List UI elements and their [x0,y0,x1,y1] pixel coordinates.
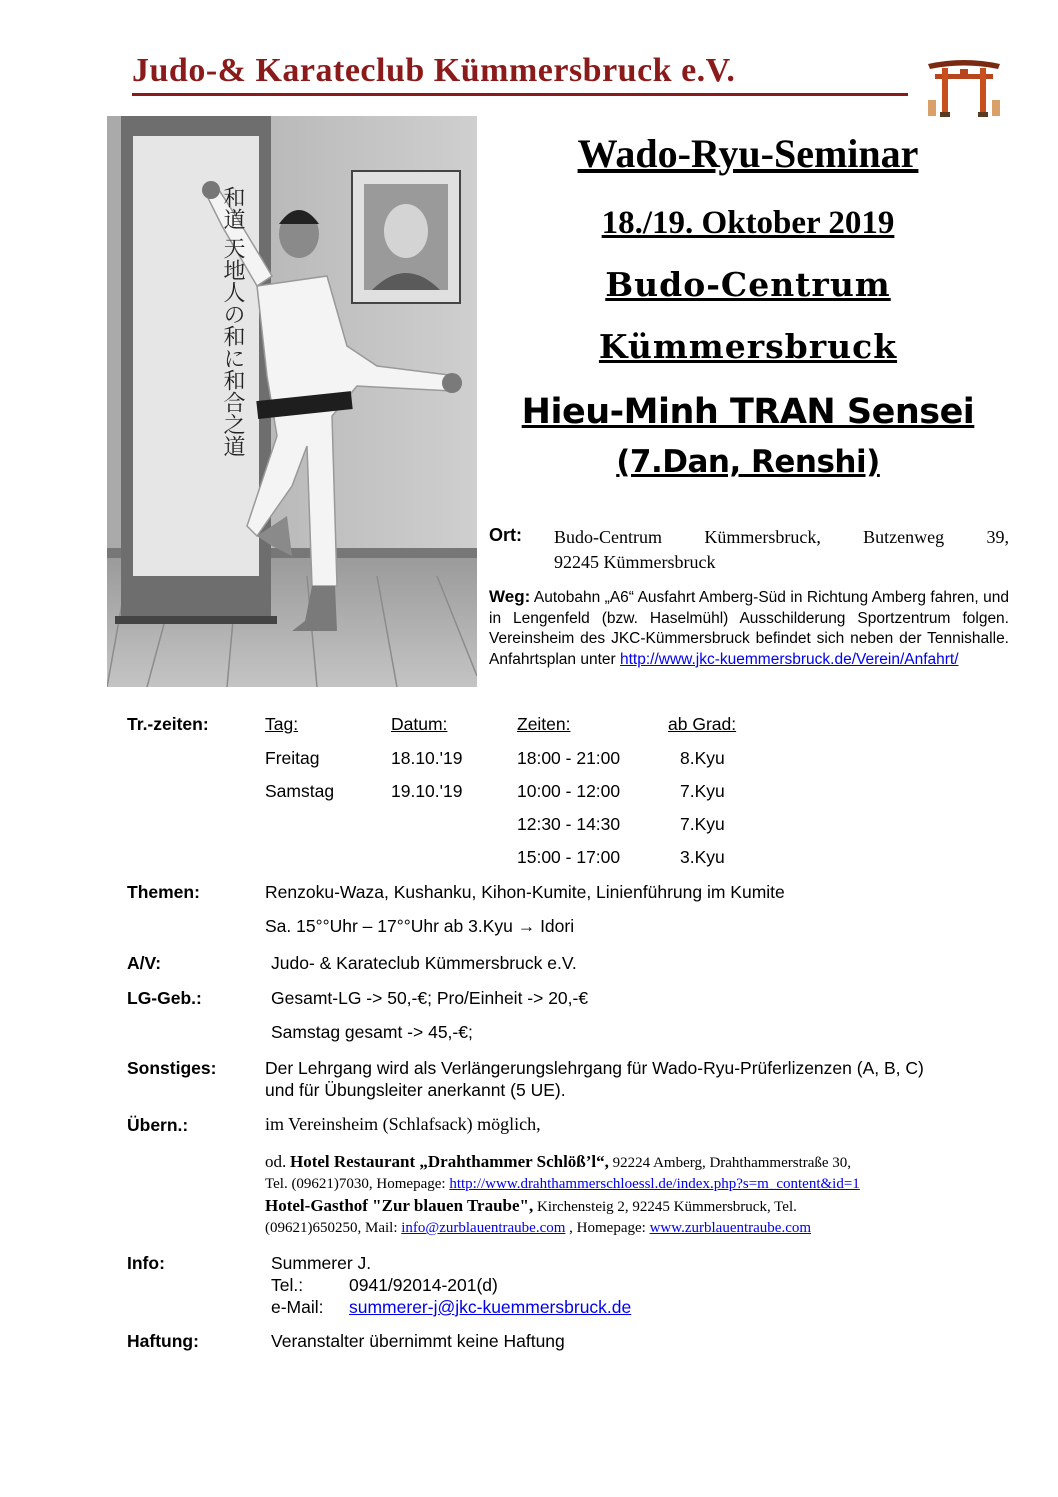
lg-line2: Samstag gesamt -> 45,-€; [271,1022,473,1042]
lg-line1: Gesamt-LG -> 50,-€; Pro/Einheit -> 20,-€ [271,988,589,1008]
hotel2-mail-link[interactable]: info@zurblauentraube.com [401,1220,566,1236]
hotel2-homepage-label: , Homepage: [569,1220,646,1236]
uebern-vereinsheim: im Vereinsheim (Schlafsack) möglich, [265,1114,541,1134]
sonstiges-label: Sonstiges: [127,1058,217,1078]
hotel1-prefix: od. [265,1152,287,1171]
hotel1-address: 92224 Amberg, Drahthammerstraße 30, [612,1155,852,1171]
schedule-row-grade: 7.Kyu [680,781,725,801]
hotel1-tel: Tel. (09621)7030, Homepage: [265,1176,446,1192]
schedule-row-time: 15:00 - 17:00 [517,847,621,867]
hotel1-name: Hotel Restaurant „Drahthammer Schlöß’l“, [290,1152,609,1171]
lg-label: LG-Geb.: [127,988,202,1008]
av-text: Judo- & Karateclub Kümmersbruck e.V. [271,953,577,973]
info-tel: 0941/92014-201(d) [349,1275,498,1295]
schedule-row-date: 18.10.'19 [391,748,463,768]
haftung-label: Haftung: [127,1331,199,1351]
hotel2-homepage-link[interactable]: www.zurblauentraube.com [649,1220,812,1236]
schedule-header-time: Zeiten: [517,714,571,734]
hotel1-homepage-link[interactable]: http://www.drahthammerschloessl.de/index.php?s=m_content&id=1 [449,1176,860,1192]
schedule-label: Tr.-zeiten: [127,714,209,734]
info-mail-label: e-Mail: [271,1297,324,1317]
weg-text: Autobahn „A6“ Ausfahrt Amberg-Süd in Richtung Amberg fahren, und in Lengenfeld (bzw. Haselmühl) Ausschilderung Sportzentrum folgen. Vereinsheim des JKC-Kümmersbruck befindet sich neben der Tennishalle. Anfahrtsplan unter [489,589,1009,668]
sensei-name: Hieu-Minh TRAN Sensei [521,392,975,432]
ort-address-line2: 92245 Kümmersbruck [554,552,716,572]
anfahrt-link[interactable]: http://www.jkc-kuemmersbruck.de/Verein/Anfahrt/ [619,650,959,668]
av-label: A/V: [127,953,162,973]
schedule-row-day: Samstag [265,781,335,801]
info-mail-link[interactable]: summerer-j@jkc-kuemmersbruck.de [349,1297,632,1317]
schedule-row-date: 19.10.'19 [391,781,463,801]
info-name: Summerer J. [271,1253,372,1273]
schedule-row-day: Freitag [265,748,320,768]
schedule-header-grade: ab Grad: [668,714,737,734]
club-title-underline [132,93,908,96]
ort-address-line1: Budo-Centrum Kümmersbruck, Butzenweg 39, [554,527,1009,547]
ort-label: Ort: [489,525,522,545]
themen-line2: Sa. 15°°Uhr – 17°°Uhr ab 3.Kyu → Idori [265,916,575,936]
info-tel-label: Tel.: [271,1275,304,1295]
schedule-row-time: 12:30 - 14:30 [517,814,621,834]
calligraphy: 和道 天地人の和に和合之道 [220,186,245,457]
hotel2-address: Kirchensteig 2, 92245 Kümmersbruck, Tel. [537,1199,797,1215]
schedule-row-grade: 7.Kyu [680,814,725,834]
hotel2-tel: (09621)650250, Mail: [265,1220,398,1236]
venue-name-line2: Kümmersbruck [598,327,898,366]
weg-directions [489,587,1009,670]
hotel1-line2 [265,1173,860,1195]
sensei-photo [107,116,477,687]
haftung-text: Veranstalter übernimmt keine Haftung [271,1331,565,1351]
hotel2-line1 [265,1195,797,1218]
weg-label: Weg: [489,587,531,606]
sonstiges-line2: und für Übungsleiter anerkannt (5 UE). [265,1080,566,1100]
schedule-header-date: Datum: [391,714,448,734]
uebern-label: Übern.: [127,1115,189,1135]
hotel1-line1 [265,1151,851,1174]
hotel2-line2 [265,1217,811,1239]
schedule-header-day: Tag: [265,714,299,734]
hotel2-name: Hotel-Gasthof "Zur blauen Traube", [265,1196,534,1215]
themen-label: Themen: [127,882,200,902]
seminar-date: 18./19. Oktober 2019 [601,205,895,241]
seminar-title: Wado-Ryu-Seminar [577,131,919,176]
torii-gate-icon [926,56,1002,118]
schedule-row-time: 10:00 - 12:00 [517,781,621,801]
venue-name-line1: Budo-Centrum [605,265,891,304]
themen-line1: Renzoku-Waza, Kushanku, Kihon-Kumite, Linienführung im Kumite [265,882,785,902]
schedule-row-time: 18:00 - 21:00 [517,748,621,768]
schedule-row-grade: 8.Kyu [680,748,725,768]
schedule-row-grade: 3.Kyu [680,847,725,867]
sonstiges-line1: Der Lehrgang wird als Verlängerungslehrgang für Wado-Ryu-Prüferlizenzen (A, B, C) [265,1058,924,1078]
sensei-rank: (7.Dan, Renshi) [616,444,880,480]
info-label: Info: [127,1253,165,1273]
club-title: Judo-& Karateclub Kümmersbruck e.V. [132,52,736,89]
